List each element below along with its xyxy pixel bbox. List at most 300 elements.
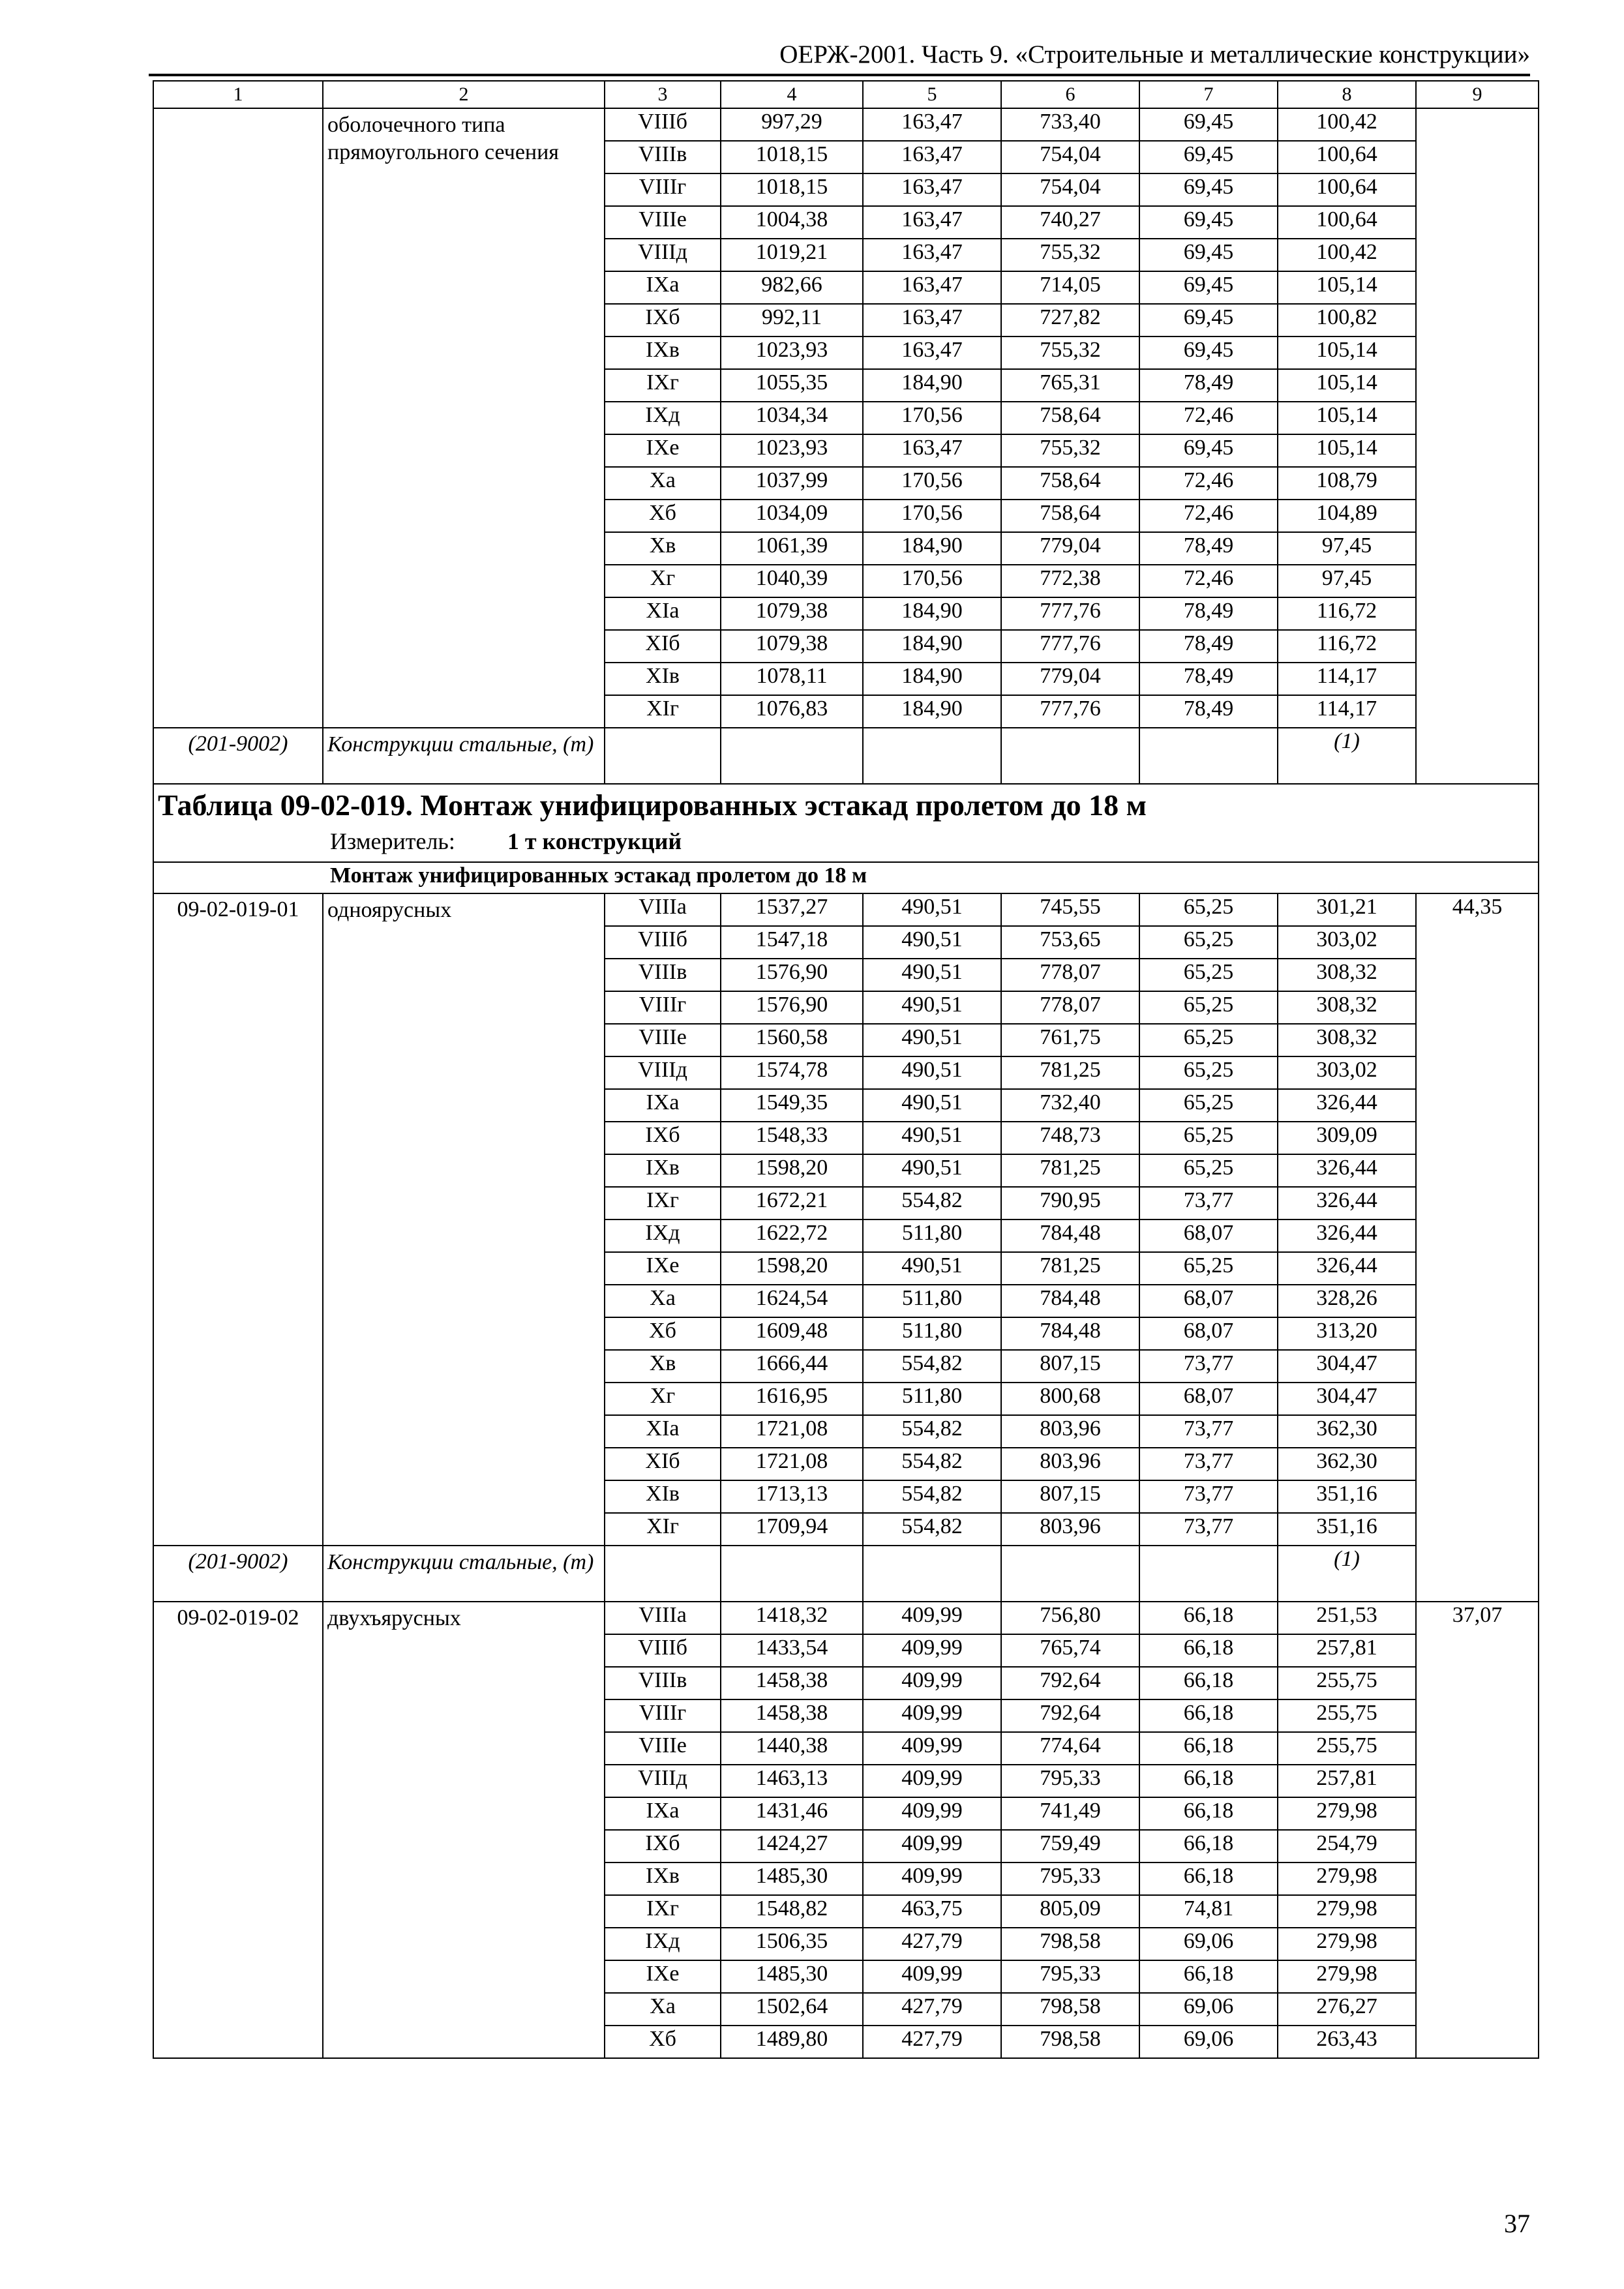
value-cell: 66,18 bbox=[1139, 1863, 1278, 1895]
value-cell: 781,25 bbox=[1001, 1252, 1139, 1285]
value-cell: 795,33 bbox=[1001, 1960, 1139, 1993]
climate-zone-cell: VIIIд bbox=[605, 1056, 721, 1089]
work-name: оболочечного типа прямоугольного сечения bbox=[323, 108, 605, 728]
value-cell: 66,18 bbox=[1139, 1732, 1278, 1765]
value-cell: 68,07 bbox=[1139, 1317, 1278, 1350]
value-cell: 1548,33 bbox=[721, 1122, 863, 1154]
value-cell: 554,82 bbox=[863, 1448, 1001, 1480]
climate-zone-cell: XIа bbox=[605, 1415, 721, 1448]
value-cell: 163,47 bbox=[863, 239, 1001, 271]
empty-cell bbox=[721, 728, 863, 784]
value-cell: 78,49 bbox=[1139, 597, 1278, 630]
header-rule bbox=[149, 74, 1530, 76]
value-cell: 301,21 bbox=[1278, 893, 1416, 926]
value-cell: 777,76 bbox=[1001, 597, 1139, 630]
value-cell: 66,18 bbox=[1139, 1797, 1278, 1830]
resource-value: (1) bbox=[1278, 728, 1416, 784]
table-title: Таблица 09-02-019. Монтаж унифицированных эстакад пролетом до 18 м bbox=[158, 788, 1147, 822]
value-cell: 1709,94 bbox=[721, 1513, 863, 1546]
value-cell: 1485,30 bbox=[721, 1960, 863, 1993]
value-cell: 78,49 bbox=[1139, 369, 1278, 402]
value-cell: 326,44 bbox=[1278, 1154, 1416, 1187]
page-number: 37 bbox=[1504, 2209, 1530, 2238]
column-number: 1 bbox=[153, 81, 323, 108]
value-cell: 1666,44 bbox=[721, 1350, 863, 1383]
climate-zone-cell: Xг bbox=[605, 565, 721, 597]
value-cell: 313,20 bbox=[1278, 1317, 1416, 1350]
value-cell: 65,25 bbox=[1139, 1024, 1278, 1056]
value-cell: 784,48 bbox=[1001, 1219, 1139, 1252]
climate-zone-cell: XIб bbox=[605, 1448, 721, 1480]
value-cell: 108,79 bbox=[1278, 467, 1416, 500]
value-cell: 1721,08 bbox=[721, 1448, 863, 1480]
climate-zone-cell: IXа bbox=[605, 1089, 721, 1122]
value-cell: 72,46 bbox=[1139, 500, 1278, 532]
climate-zone-cell: IXг bbox=[605, 369, 721, 402]
value-cell: 69,45 bbox=[1139, 108, 1278, 141]
value-cell: 490,51 bbox=[863, 893, 1001, 926]
value-cell: 163,47 bbox=[863, 337, 1001, 369]
value-cell: 303,02 bbox=[1278, 1056, 1416, 1089]
column-number: 3 bbox=[605, 81, 721, 108]
climate-zone-cell: IXг bbox=[605, 1187, 721, 1219]
value-cell: 326,44 bbox=[1278, 1252, 1416, 1285]
value-cell: 184,90 bbox=[863, 695, 1001, 728]
value-cell: 65,25 bbox=[1139, 1252, 1278, 1285]
climate-zone-cell: VIIIб bbox=[605, 926, 721, 959]
resource-code: (201-9002) bbox=[153, 728, 323, 784]
empty-cell bbox=[605, 1546, 721, 1602]
value-cell: 114,17 bbox=[1278, 663, 1416, 695]
value-cell: 255,75 bbox=[1278, 1667, 1416, 1699]
climate-zone-cell: Xб bbox=[605, 1317, 721, 1350]
climate-zone-cell: VIIIв bbox=[605, 1667, 721, 1699]
value-cell: 792,64 bbox=[1001, 1699, 1139, 1732]
value-cell: 1418,32 bbox=[721, 1602, 863, 1634]
value-cell: 1458,38 bbox=[721, 1699, 863, 1732]
value-cell: 69,06 bbox=[1139, 1993, 1278, 2026]
value-cell: 184,90 bbox=[863, 532, 1001, 565]
value-cell: 779,04 bbox=[1001, 532, 1139, 565]
value-cell: 748,73 bbox=[1001, 1122, 1139, 1154]
value-cell: 362,30 bbox=[1278, 1415, 1416, 1448]
value-cell: 184,90 bbox=[863, 369, 1001, 402]
climate-zone-cell: IXг bbox=[605, 1895, 721, 1928]
value-cell: 777,76 bbox=[1001, 630, 1139, 663]
value-cell: 511,80 bbox=[863, 1317, 1001, 1350]
value-cell: 1079,38 bbox=[721, 630, 863, 663]
value-cell: 554,82 bbox=[863, 1415, 1001, 1448]
climate-zone-cell: XIг bbox=[605, 695, 721, 728]
value-cell: 1023,93 bbox=[721, 337, 863, 369]
value-cell: 66,18 bbox=[1139, 1830, 1278, 1863]
value-cell: 784,48 bbox=[1001, 1285, 1139, 1317]
value-cell: 778,07 bbox=[1001, 959, 1139, 991]
value-cell: 74,81 bbox=[1139, 1895, 1278, 1928]
value-cell: 997,29 bbox=[721, 108, 863, 141]
value-cell: 303,02 bbox=[1278, 926, 1416, 959]
value-cell: 774,64 bbox=[1001, 1732, 1139, 1765]
value-cell: 1023,93 bbox=[721, 434, 863, 467]
value-cell: 1672,21 bbox=[721, 1187, 863, 1219]
climate-zone-cell: IXе bbox=[605, 434, 721, 467]
value-cell: 427,79 bbox=[863, 1993, 1001, 2026]
value-cell: 795,33 bbox=[1001, 1765, 1139, 1797]
climate-zone-cell: IXб bbox=[605, 1122, 721, 1154]
climate-zone-cell: VIIIд bbox=[605, 1765, 721, 1797]
value-cell: 781,25 bbox=[1001, 1154, 1139, 1187]
value-cell: 65,25 bbox=[1139, 1089, 1278, 1122]
value-cell: 68,07 bbox=[1139, 1285, 1278, 1317]
value-cell: 304,47 bbox=[1278, 1383, 1416, 1415]
value-cell: 409,99 bbox=[863, 1960, 1001, 1993]
value-cell: 1598,20 bbox=[721, 1154, 863, 1187]
value-cell: 798,58 bbox=[1001, 1928, 1139, 1960]
value-cell: 1574,78 bbox=[721, 1056, 863, 1089]
value-cell: 807,15 bbox=[1001, 1350, 1139, 1383]
rates-table bbox=[153, 80, 1539, 2059]
value-cell: 490,51 bbox=[863, 959, 1001, 991]
value-cell: 756,80 bbox=[1001, 1602, 1139, 1634]
climate-zone-cell: IXа bbox=[605, 271, 721, 304]
value-cell: 1485,30 bbox=[721, 1863, 863, 1895]
value-cell: 279,98 bbox=[1278, 1797, 1416, 1830]
value-cell: 65,25 bbox=[1139, 959, 1278, 991]
empty-cell bbox=[605, 728, 721, 784]
col9-cell: 37,07 bbox=[1416, 1602, 1539, 2058]
value-cell: 66,18 bbox=[1139, 1960, 1278, 1993]
resource-code: (201-9002) bbox=[153, 1546, 323, 1602]
value-cell: 490,51 bbox=[863, 1089, 1001, 1122]
value-cell: 279,98 bbox=[1278, 1960, 1416, 1993]
climate-zone-cell: VIIIе bbox=[605, 206, 721, 239]
code-cell bbox=[153, 108, 323, 728]
subheading: Монтаж унифицированных эстакад пролетом до 18 м bbox=[153, 862, 1539, 893]
climate-zone-cell: Xа bbox=[605, 467, 721, 500]
resource-value: (1) bbox=[1278, 1546, 1416, 1602]
value-cell: 69,45 bbox=[1139, 271, 1278, 304]
climate-zone-cell: IXд bbox=[605, 1928, 721, 1960]
empty-cell bbox=[863, 1546, 1001, 1602]
value-cell: 1609,48 bbox=[721, 1317, 863, 1350]
value-cell: 326,44 bbox=[1278, 1089, 1416, 1122]
column-number: 4 bbox=[721, 81, 863, 108]
value-cell: 254,79 bbox=[1278, 1830, 1416, 1863]
value-cell: 73,77 bbox=[1139, 1187, 1278, 1219]
climate-zone-cell: VIIIв bbox=[605, 141, 721, 173]
value-cell: 69,45 bbox=[1139, 304, 1278, 337]
value-cell: 741,49 bbox=[1001, 1797, 1139, 1830]
resource-row bbox=[153, 1546, 1539, 1602]
value-cell: 732,40 bbox=[1001, 1089, 1139, 1122]
value-cell: 251,53 bbox=[1278, 1602, 1416, 1634]
value-cell: 554,82 bbox=[863, 1187, 1001, 1219]
resource-name: Конструкции стальные, (т) bbox=[323, 1546, 605, 1602]
column-number-row bbox=[153, 81, 1539, 108]
climate-zone-cell: IXе bbox=[605, 1960, 721, 1993]
value-cell: 714,05 bbox=[1001, 271, 1139, 304]
value-cell: 1424,27 bbox=[721, 1830, 863, 1863]
value-cell: 490,51 bbox=[863, 1252, 1001, 1285]
col9-cell: 44,35 bbox=[1416, 893, 1539, 1602]
value-cell: 104,89 bbox=[1278, 500, 1416, 532]
value-cell: 163,47 bbox=[863, 108, 1001, 141]
value-cell: 97,45 bbox=[1278, 565, 1416, 597]
value-cell: 351,16 bbox=[1278, 1513, 1416, 1546]
value-cell: 800,68 bbox=[1001, 1383, 1139, 1415]
value-cell: 304,47 bbox=[1278, 1350, 1416, 1383]
value-cell: 100,64 bbox=[1278, 206, 1416, 239]
empty-cell bbox=[1139, 728, 1278, 784]
climate-zone-cell: Xб bbox=[605, 500, 721, 532]
value-cell: 758,64 bbox=[1001, 500, 1139, 532]
value-cell: 72,46 bbox=[1139, 467, 1278, 500]
value-cell: 255,75 bbox=[1278, 1699, 1416, 1732]
value-cell: 784,48 bbox=[1001, 1317, 1139, 1350]
value-cell: 279,98 bbox=[1278, 1895, 1416, 1928]
value-cell: 100,42 bbox=[1278, 239, 1416, 271]
value-cell: 163,47 bbox=[863, 271, 1001, 304]
value-cell: 328,26 bbox=[1278, 1285, 1416, 1317]
value-cell: 163,47 bbox=[863, 304, 1001, 337]
page-header: ОЕРЖ-2001. Часть 9. «Строительные и металлические конструкции» bbox=[779, 40, 1530, 68]
climate-zone-cell: VIIIв bbox=[605, 959, 721, 991]
value-cell: 755,32 bbox=[1001, 337, 1139, 369]
value-cell: 1576,90 bbox=[721, 959, 863, 991]
climate-zone-cell: Xв bbox=[605, 532, 721, 565]
value-cell: 163,47 bbox=[863, 206, 1001, 239]
empty-cell bbox=[721, 1546, 863, 1602]
value-cell: 1431,46 bbox=[721, 1797, 863, 1830]
value-cell: 73,77 bbox=[1139, 1480, 1278, 1513]
value-cell: 511,80 bbox=[863, 1383, 1001, 1415]
value-cell: 772,38 bbox=[1001, 565, 1139, 597]
value-cell: 490,51 bbox=[863, 1154, 1001, 1187]
column-number: 5 bbox=[863, 81, 1001, 108]
value-cell: 1549,35 bbox=[721, 1089, 863, 1122]
value-cell: 1018,15 bbox=[721, 141, 863, 173]
value-cell: 69,06 bbox=[1139, 2026, 1278, 2058]
value-cell: 184,90 bbox=[863, 663, 1001, 695]
value-cell: 308,32 bbox=[1278, 959, 1416, 991]
value-cell: 116,72 bbox=[1278, 597, 1416, 630]
column-number: 9 bbox=[1416, 81, 1539, 108]
value-cell: 326,44 bbox=[1278, 1187, 1416, 1219]
value-cell: 73,77 bbox=[1139, 1415, 1278, 1448]
value-cell: 73,77 bbox=[1139, 1513, 1278, 1546]
value-cell: 68,07 bbox=[1139, 1219, 1278, 1252]
value-cell: 69,45 bbox=[1139, 434, 1278, 467]
empty-cell bbox=[863, 728, 1001, 784]
section-heading-row bbox=[153, 784, 1539, 862]
value-cell: 69,45 bbox=[1139, 141, 1278, 173]
value-cell: 170,56 bbox=[863, 565, 1001, 597]
climate-zone-cell: IXб bbox=[605, 1830, 721, 1863]
value-cell: 105,14 bbox=[1278, 369, 1416, 402]
value-cell: 554,82 bbox=[863, 1513, 1001, 1546]
value-cell: 73,77 bbox=[1139, 1448, 1278, 1480]
value-cell: 72,46 bbox=[1139, 402, 1278, 434]
value-cell: 1502,64 bbox=[721, 1993, 863, 2026]
value-cell: 795,33 bbox=[1001, 1863, 1139, 1895]
value-cell: 798,58 bbox=[1001, 1993, 1139, 2026]
value-cell: 105,14 bbox=[1278, 434, 1416, 467]
value-cell: 78,49 bbox=[1139, 630, 1278, 663]
value-cell: 68,07 bbox=[1139, 1383, 1278, 1415]
value-cell: 490,51 bbox=[863, 1056, 1001, 1089]
work-name: двухъярусных bbox=[323, 1602, 605, 2058]
value-cell: 409,99 bbox=[863, 1699, 1001, 1732]
measure-value: 1 т конструкций bbox=[507, 828, 682, 854]
value-cell: 114,17 bbox=[1278, 695, 1416, 728]
value-cell: 362,30 bbox=[1278, 1448, 1416, 1480]
value-cell: 409,99 bbox=[863, 1797, 1001, 1830]
value-cell: 1034,34 bbox=[721, 402, 863, 434]
value-cell: 554,82 bbox=[863, 1350, 1001, 1383]
value-cell: 805,09 bbox=[1001, 1895, 1139, 1928]
climate-zone-cell: IXв bbox=[605, 1863, 721, 1895]
value-cell: 65,25 bbox=[1139, 991, 1278, 1024]
climate-zone-cell: VIIIб bbox=[605, 108, 721, 141]
value-cell: 100,64 bbox=[1278, 173, 1416, 206]
value-cell: 511,80 bbox=[863, 1219, 1001, 1252]
value-cell: 758,64 bbox=[1001, 467, 1139, 500]
value-cell: 78,49 bbox=[1139, 663, 1278, 695]
value-cell: 100,42 bbox=[1278, 108, 1416, 141]
value-cell: 754,04 bbox=[1001, 173, 1139, 206]
value-cell: 257,81 bbox=[1278, 1765, 1416, 1797]
value-cell: 1489,80 bbox=[721, 2026, 863, 2058]
value-cell: 409,99 bbox=[863, 1732, 1001, 1765]
code-cell: 09-02-019-02 bbox=[153, 1602, 323, 2058]
value-cell: 1076,83 bbox=[721, 695, 863, 728]
climate-zone-cell: IXб bbox=[605, 304, 721, 337]
value-cell: 1624,54 bbox=[721, 1285, 863, 1317]
value-cell: 1713,13 bbox=[721, 1480, 863, 1513]
value-cell: 803,96 bbox=[1001, 1415, 1139, 1448]
climate-zone-cell: VIIIг bbox=[605, 173, 721, 206]
value-cell: 761,75 bbox=[1001, 1024, 1139, 1056]
climate-zone-cell: IXд bbox=[605, 1219, 721, 1252]
value-cell: 1040,39 bbox=[721, 565, 863, 597]
value-cell: 65,25 bbox=[1139, 926, 1278, 959]
value-cell: 1506,35 bbox=[721, 1928, 863, 1960]
value-cell: 803,96 bbox=[1001, 1513, 1139, 1546]
value-cell: 1458,38 bbox=[721, 1667, 863, 1699]
climate-zone-cell: XIб bbox=[605, 630, 721, 663]
value-cell: 765,74 bbox=[1001, 1634, 1139, 1667]
value-cell: 1721,08 bbox=[721, 1415, 863, 1448]
climate-zone-cell: Xа bbox=[605, 1993, 721, 2026]
value-cell: 1560,58 bbox=[721, 1024, 863, 1056]
value-cell: 78,49 bbox=[1139, 695, 1278, 728]
value-cell: 1537,27 bbox=[721, 893, 863, 926]
value-cell: 778,07 bbox=[1001, 991, 1139, 1024]
value-cell: 65,25 bbox=[1139, 1056, 1278, 1089]
value-cell: 69,45 bbox=[1139, 239, 1278, 271]
value-cell: 65,25 bbox=[1139, 1122, 1278, 1154]
measure-line bbox=[154, 826, 1538, 856]
value-cell: 1463,13 bbox=[721, 1765, 863, 1797]
value-cell: 257,81 bbox=[1278, 1634, 1416, 1667]
value-cell: 511,80 bbox=[863, 1285, 1001, 1317]
climate-zone-cell: IXв bbox=[605, 1154, 721, 1187]
value-cell: 184,90 bbox=[863, 597, 1001, 630]
value-cell: 163,47 bbox=[863, 434, 1001, 467]
value-cell: 65,25 bbox=[1139, 893, 1278, 926]
value-cell: 66,18 bbox=[1139, 1602, 1278, 1634]
value-cell: 66,18 bbox=[1139, 1699, 1278, 1732]
value-cell: 69,45 bbox=[1139, 337, 1278, 369]
measure-label: Измеритель: bbox=[330, 828, 455, 854]
empty-cell bbox=[1001, 1546, 1139, 1602]
value-cell: 427,79 bbox=[863, 2026, 1001, 2058]
value-cell: 409,99 bbox=[863, 1830, 1001, 1863]
column-number: 7 bbox=[1139, 81, 1278, 108]
value-cell: 490,51 bbox=[863, 1122, 1001, 1154]
column-number: 6 bbox=[1001, 81, 1139, 108]
value-cell: 1019,21 bbox=[721, 239, 863, 271]
value-cell: 309,09 bbox=[1278, 1122, 1416, 1154]
value-cell: 758,64 bbox=[1001, 402, 1139, 434]
value-cell: 490,51 bbox=[863, 926, 1001, 959]
climate-zone-cell: VIIIб bbox=[605, 1634, 721, 1667]
value-cell: 1078,11 bbox=[721, 663, 863, 695]
value-cell: 184,90 bbox=[863, 630, 1001, 663]
value-cell: 78,49 bbox=[1139, 532, 1278, 565]
value-cell: 72,46 bbox=[1139, 565, 1278, 597]
value-cell: 65,25 bbox=[1139, 1154, 1278, 1187]
value-cell: 755,32 bbox=[1001, 239, 1139, 271]
value-cell: 755,32 bbox=[1001, 434, 1139, 467]
value-cell: 779,04 bbox=[1001, 663, 1139, 695]
resource-row bbox=[153, 728, 1539, 784]
value-cell: 427,79 bbox=[863, 1928, 1001, 1960]
resource-name: Конструкции стальные, (т) bbox=[323, 728, 605, 784]
value-cell: 409,99 bbox=[863, 1765, 1001, 1797]
value-cell: 992,11 bbox=[721, 304, 863, 337]
value-cell: 1004,38 bbox=[721, 206, 863, 239]
value-cell: 1055,35 bbox=[721, 369, 863, 402]
value-cell: 1547,18 bbox=[721, 926, 863, 959]
value-cell: 69,45 bbox=[1139, 206, 1278, 239]
value-cell: 100,64 bbox=[1278, 141, 1416, 173]
value-cell: 733,40 bbox=[1001, 108, 1139, 141]
value-cell: 66,18 bbox=[1139, 1765, 1278, 1797]
value-cell: 803,96 bbox=[1001, 1448, 1139, 1480]
climate-zone-cell: Xв bbox=[605, 1350, 721, 1383]
value-cell: 807,15 bbox=[1001, 1480, 1139, 1513]
value-cell: 1622,72 bbox=[721, 1219, 863, 1252]
value-cell: 66,18 bbox=[1139, 1634, 1278, 1667]
climate-zone-cell: IXд bbox=[605, 402, 721, 434]
value-cell: 308,32 bbox=[1278, 991, 1416, 1024]
section-heading bbox=[153, 784, 1539, 862]
value-cell: 740,27 bbox=[1001, 206, 1139, 239]
climate-zone-cell: VIIIг bbox=[605, 1699, 721, 1732]
climate-zone-cell: XIв bbox=[605, 1480, 721, 1513]
value-cell: 279,98 bbox=[1278, 1863, 1416, 1895]
work-name: одноярусных bbox=[323, 893, 605, 1546]
value-cell: 1079,38 bbox=[721, 597, 863, 630]
value-cell: 759,49 bbox=[1001, 1830, 1139, 1863]
value-cell: 754,04 bbox=[1001, 141, 1139, 173]
value-cell: 276,27 bbox=[1278, 1993, 1416, 2026]
value-cell: 170,56 bbox=[863, 500, 1001, 532]
value-cell: 765,31 bbox=[1001, 369, 1139, 402]
climate-zone-cell: VIIIа bbox=[605, 893, 721, 926]
climate-zone-cell: XIа bbox=[605, 597, 721, 630]
